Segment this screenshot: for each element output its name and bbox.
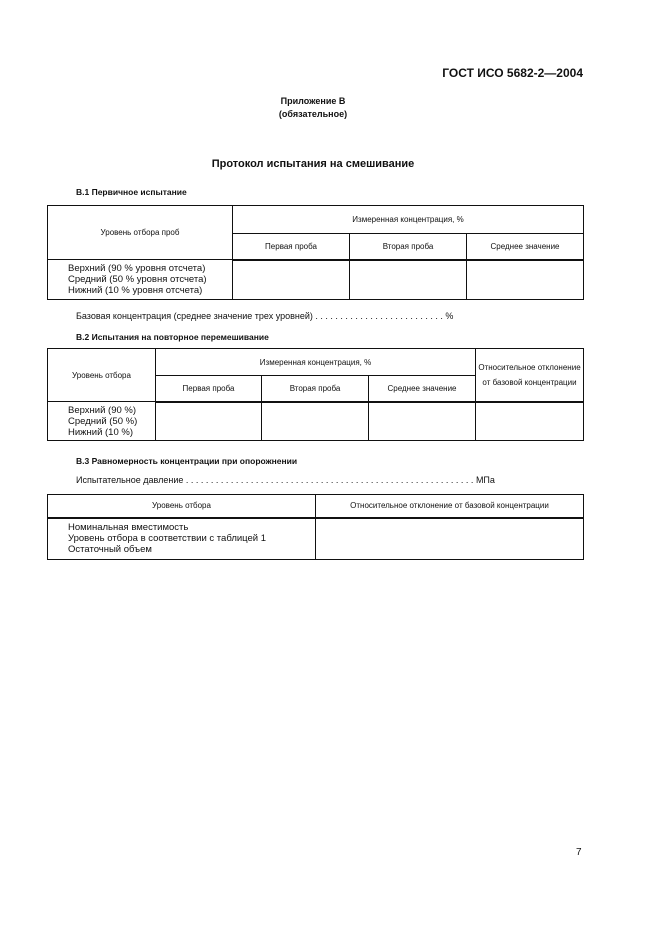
cell	[369, 402, 476, 441]
section-b1-heading: В.1 Первичное испытание	[76, 187, 187, 197]
annex-title: Приложение В	[280, 96, 346, 106]
standard-number: ГОСТ ИСО 5682-2—2004	[442, 66, 583, 80]
col-level: Уровень отбора	[48, 349, 156, 402]
table-b2	[47, 348, 584, 441]
document-title: Протокол испытания на смешивание	[211, 158, 415, 170]
table-b1	[47, 205, 584, 300]
page-number: 7	[576, 847, 582, 858]
cell	[467, 260, 584, 300]
cell	[350, 260, 467, 300]
col-first: Первая проба	[156, 376, 262, 402]
col-deviation: Относительное отклонение от базовой концентрации	[476, 349, 584, 402]
col-level: Уровень отбора проб	[48, 206, 233, 260]
table-row: Номинальная вместимость Уровень отбора в соответствии с таблицей 1 Остаточный объем	[48, 518, 316, 560]
col-first: Первая проба	[233, 234, 350, 260]
col-level: Уровень отбора	[48, 495, 316, 518]
table-b3	[47, 494, 584, 560]
table-row: Верхний (90 %) Средний (50 %) Нижний (10 %)	[48, 402, 156, 441]
col-measured: Измеренная концентрация, %	[233, 206, 584, 234]
col-deviation: Относительное отклонение от базовой концентрации	[316, 495, 584, 518]
section-b2-heading: В.2 Испытания на повторное перемешивание	[76, 332, 269, 342]
section-b3-heading: В.3 Равномерность концентрации при опорожнении	[76, 456, 298, 466]
col-measured: Измеренная концентрация, %	[156, 349, 476, 376]
col-second: Вторая проба	[262, 376, 369, 402]
cell	[262, 402, 369, 441]
col-mean: Среднее значение	[369, 376, 476, 402]
base-concentration-line: Базовая концентрация (среднее значение трех уровней) . . . . . . . . . . . . . . . . . . . . . . . . . . %	[76, 311, 454, 321]
cell	[233, 260, 350, 300]
table-row: Верхний (90 % уровня отсчета) Средний (50 % уровня отсчета) Нижний (10 % уровня отсчета)	[48, 260, 233, 300]
col-second: Вторая проба	[350, 234, 467, 260]
test-pressure-line: Испытательное давление . . . . . . . . . . . . . . . . . . . . . . . . . . . . . . . . . . . . . . . . . . . . . . . . . . . . . . . . . . МПа	[76, 475, 495, 485]
col-mean: Среднее значение	[467, 234, 584, 260]
cell	[156, 402, 262, 441]
annex-status: (обязательное)	[278, 109, 348, 119]
cell	[476, 402, 584, 441]
cell	[316, 518, 584, 560]
